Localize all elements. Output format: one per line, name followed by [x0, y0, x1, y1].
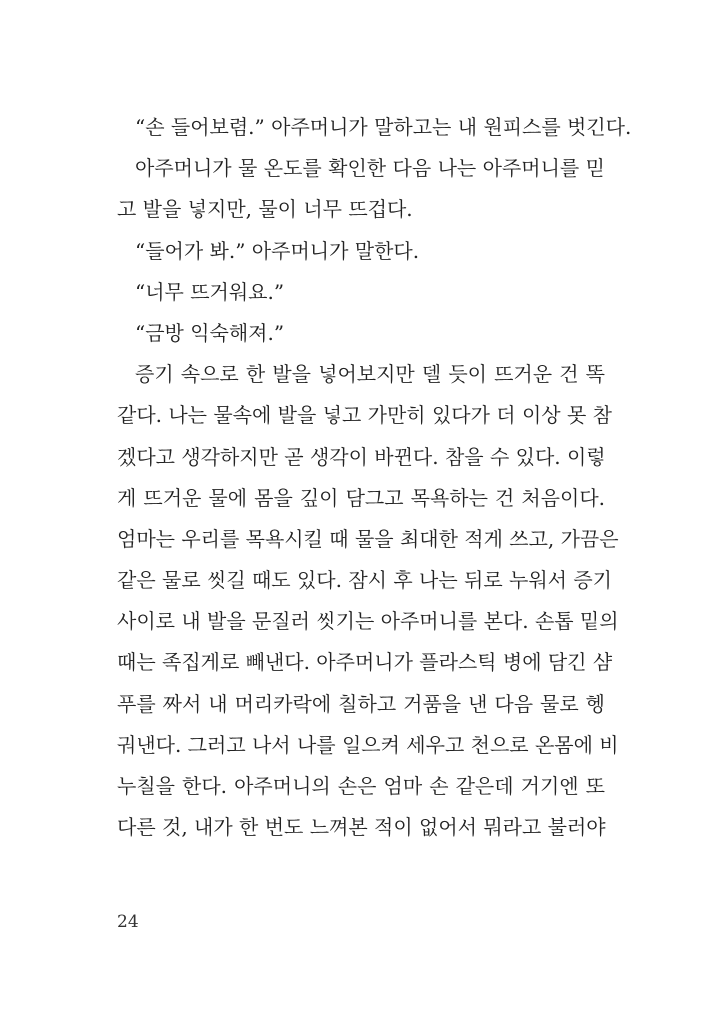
text-line: 푸를 짜서 내 머리카락에 칠하고 거품을 낸 다음 물로 헹	[117, 691, 605, 716]
page-number: 24	[117, 912, 139, 932]
text-line: 고 발을 넣지만, 물이 너무 뜨겁다.	[117, 197, 413, 222]
text-line: 겠다고 생각하지만 곧 생각이 바뀐다. 참을 수 있다. 이렇	[117, 444, 606, 469]
page-body	[117, 107, 632, 848]
text-line: “너무 뜨거워요.”	[135, 279, 285, 304]
text-line: “금방 익숙해져.”	[135, 320, 285, 345]
text-line: 때는 족집게로 빼낸다. 아주머니가 플라스틱 병에 담긴 샴	[117, 650, 613, 675]
text-line: 다른 것, 내가 한 번도 느껴본 적이 없어서 뭐라고 불러야	[117, 815, 606, 840]
text-line: 궈낸다. 그러고 나서 나를 일으켜 세우고 천으로 온몸에 비	[117, 732, 619, 757]
text-line: “들어가 봐.” 아주머니가 말한다.	[135, 238, 420, 263]
text-line: 같은 물로 씻길 때도 있다. 잠시 후 나는 뒤로 누워서 증기	[117, 568, 612, 593]
text-line: “손 들어보렴.” 아주머니가 말하고는 내 원피스를 벗긴다.	[135, 115, 632, 139]
text-line: 게 뜨거운 물에 몸을 깊이 담그고 목욕하는 건 처음이다.	[117, 485, 605, 510]
text-line: 엄마는 우리를 목욕시킬 때 물을 최대한 적게 쓰고, 가끔은	[117, 526, 619, 551]
text-line: 누칠을 한다. 아주머니의 손은 엄마 손 같은데 거기엔 또	[117, 774, 605, 798]
text-line: 사이로 내 발을 문질러 씻기는 아주머니를 본다. 손톱 밑의	[117, 609, 619, 634]
text-line: 증기 속으로 한 발을 넣어보지만 델 듯이 뜨거운 건 똑	[135, 362, 605, 387]
text-line: 같다. 나는 물속에 발을 넣고 가만히 있다가 더 이상 못 참	[117, 403, 612, 428]
text-line: 아주머니가 물 온도를 확인한 다음 나는 아주머니를 믿	[135, 156, 605, 181]
